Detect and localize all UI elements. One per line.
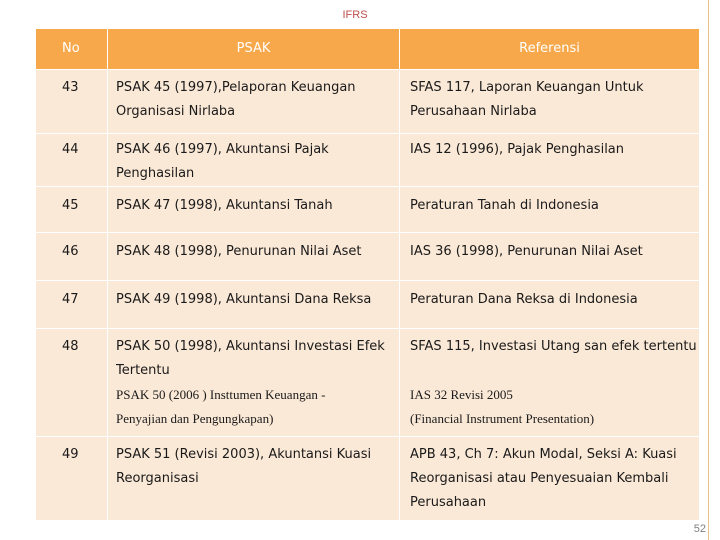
row-number: 47 — [36, 281, 108, 329]
referensi-text: SFAS 117, Laporan Keuangan Untuk — [410, 80, 644, 95]
psak-text: PSAK 49 (1998), Akuntansi Dana Reksa — [116, 292, 372, 307]
table-row — [36, 187, 700, 233]
table-header-row — [36, 29, 700, 70]
psak-text: Organisasi Nirlaba — [116, 104, 236, 119]
referensi-text: APB 43, Ch 7: Akun Modal, Seksi A: Kuasi — [410, 447, 677, 462]
psak-text: Reorganisasi — [116, 471, 199, 486]
psak-text: Tertentu — [116, 363, 170, 378]
psak-cell — [108, 281, 400, 329]
psak-reference-table — [35, 28, 700, 521]
psak-text: PSAK 45 (1997),Pelaporan Keuangan — [116, 80, 356, 95]
referensi-text: SFAS 115, Investasi Utang san efek tertentu — [410, 339, 697, 354]
column-header-psak: PSAK — [108, 29, 400, 70]
column-header-no: No — [36, 29, 108, 70]
table-row — [36, 437, 700, 521]
table-row — [36, 329, 700, 437]
referensi-text: Perusahaan — [410, 495, 487, 510]
psak-cell — [108, 233, 400, 281]
referensi-text: IAS 36 (1998), Penurunan Nilai Aset — [410, 244, 643, 259]
page-number: 52 — [693, 523, 706, 535]
referensi-cell — [400, 134, 700, 187]
row-number: 46 — [36, 233, 108, 281]
row-number: 48 — [36, 329, 108, 437]
referensi-text: Peraturan Tanah di Indonesia — [410, 198, 599, 213]
psak-text: PSAK 50 (2006 ) Insttumen Keuangan - — [116, 387, 326, 402]
referensi-text: IAS 12 (1996), Pajak Penghasilan — [410, 142, 625, 157]
referensi-cell — [400, 329, 700, 437]
psak-text: PSAK 50 (1998), Akuntansi Investasi Efek — [116, 339, 385, 354]
psak-text: Penyajian dan Pengungkapan) — [116, 411, 274, 426]
referensi-text: (Financial Instrument Presentation) — [410, 411, 595, 426]
psak-text: PSAK 46 (1997), Akuntansi Pajak — [116, 142, 329, 157]
slide-top-edge — [0, 0, 720, 6]
referensi-text: Reorganisasi atau Penyesuaian Kembali — [410, 471, 669, 486]
table-row — [36, 281, 700, 329]
psak-cell — [108, 329, 400, 437]
table-row — [36, 134, 700, 187]
slide-header-label: IFRS — [342, 9, 368, 21]
row-number: 49 — [36, 437, 108, 521]
referensi-cell — [400, 437, 700, 521]
slide-right-border — [708, 0, 709, 540]
referensi-cell — [400, 281, 700, 329]
referensi-cell — [400, 70, 700, 134]
psak-cell — [108, 70, 400, 134]
referensi-text: Peraturan Dana Reksa di Indonesia — [410, 292, 638, 307]
referensi-text: IAS 32 Revisi 2005 — [410, 387, 513, 402]
table-row — [36, 233, 700, 281]
psak-cell — [108, 134, 400, 187]
row-number: 44 — [36, 134, 108, 187]
referensi-spacer — [410, 359, 699, 383]
row-number: 43 — [36, 70, 108, 134]
row-number: 45 — [36, 187, 108, 233]
psak-text: PSAK 51 (Revisi 2003), Akuntansi Kuasi — [116, 447, 372, 462]
psak-cell — [108, 187, 400, 233]
psak-text: Penghasilan — [116, 166, 195, 181]
table-row — [36, 70, 700, 134]
psak-text: PSAK 47 (1998), Akuntansi Tanah — [116, 198, 333, 213]
referensi-text: Perusahaan Nirlaba — [410, 104, 537, 119]
psak-text: PSAK 48 (1998), Penurunan Nilai Aset — [116, 244, 362, 259]
referensi-cell — [400, 187, 700, 233]
column-header-referensi: Referensi — [400, 29, 700, 70]
referensi-cell — [400, 233, 700, 281]
psak-cell — [108, 437, 400, 521]
